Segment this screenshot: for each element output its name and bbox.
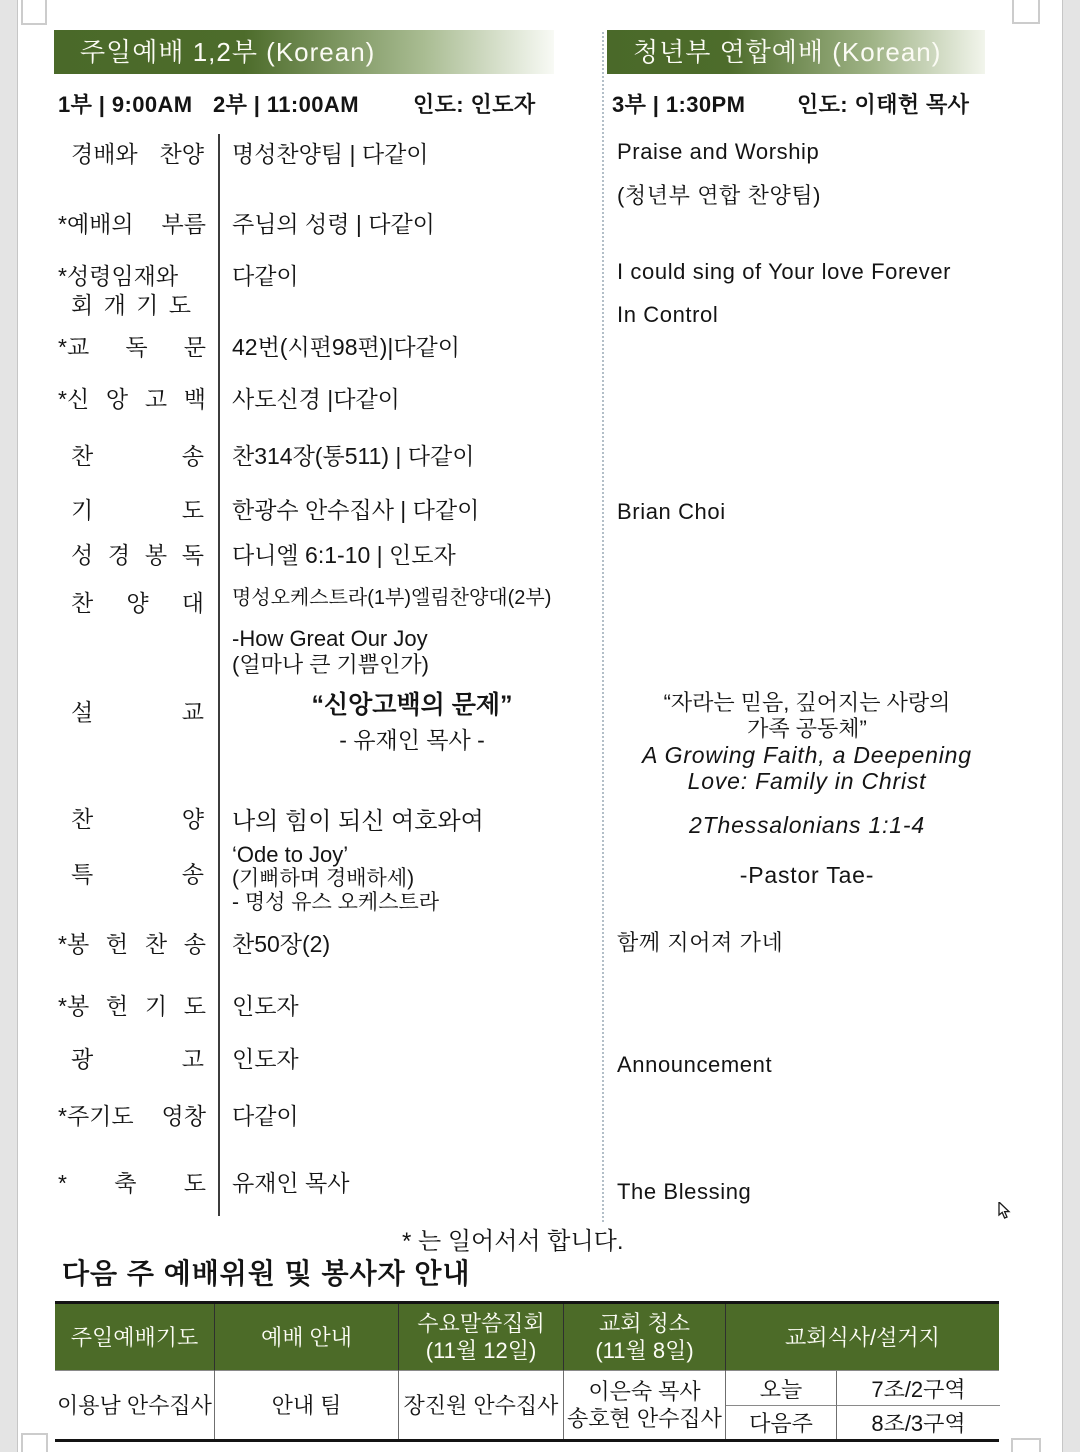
col-header-meal xyxy=(725,1304,999,1371)
col-header-ushering xyxy=(214,1304,398,1371)
header-text: (11월 8일) xyxy=(595,1338,694,1363)
item-label: 기 도 xyxy=(71,497,204,523)
item-value-line3: - 명성 유스 오케스트라 xyxy=(232,891,440,914)
sermon-preacher: -Pastor Tae- xyxy=(739,862,875,888)
item-label: * 축 도 xyxy=(58,1170,206,1196)
sermon-title-en: Love: Family in Christ xyxy=(687,768,927,794)
item-label: 설 교 xyxy=(71,699,204,725)
meal-row-team: 7조/2구역 xyxy=(836,1371,1000,1405)
cell-wednesday xyxy=(398,1371,563,1439)
item-label: 특 송 xyxy=(71,861,204,887)
meal-row-when: 오늘 xyxy=(759,1376,803,1402)
blessing-label: The Blessing xyxy=(617,1179,752,1204)
service1-time: 1부 | 9:00AM xyxy=(58,92,193,117)
item-value: ‘Ode to Joy’ xyxy=(232,842,349,867)
service-leader: 인도: 인도자 xyxy=(413,92,536,117)
sermon-title: “신앙고백의 문제” xyxy=(311,691,513,719)
item-value: 명성오케스트라(1부)엘림찬양대(2부) xyxy=(232,587,552,609)
item-value: 다같이 xyxy=(232,1103,299,1129)
item-value: 한광수 안수집사 | 다같이 xyxy=(232,497,480,523)
page-margin-right xyxy=(1062,0,1080,1452)
item-value: 42번(시편98편)|다같이 xyxy=(232,334,460,360)
item-label: 경배와 찬양 xyxy=(71,141,204,167)
cell-text: 이용남 안수집사 xyxy=(57,1392,212,1418)
col-header-wednesday xyxy=(398,1304,563,1371)
header-text: 교회 청소 xyxy=(598,1311,691,1336)
margin-corner-mark xyxy=(21,0,47,25)
meal-row-team: 8조/3구역 xyxy=(836,1405,1000,1439)
choir-values xyxy=(232,585,551,678)
sermon-block xyxy=(222,690,602,753)
meal-subtable xyxy=(725,1371,999,1439)
item-label: *봉 헌 찬 송 xyxy=(58,931,206,957)
header-text: (11월 12일) xyxy=(425,1338,537,1363)
item-value: 다니엘 6:1-10 | 인도자 xyxy=(232,542,456,568)
item-value: 인도자 xyxy=(232,993,299,1019)
sermon-title-kr: 가족 공동체” xyxy=(747,716,867,741)
item-label: 찬 송 xyxy=(71,443,204,469)
margin-corner-mark xyxy=(1011,1438,1041,1452)
item-value: 유재인 목사 xyxy=(232,1170,350,1196)
item-value: 나의 힘이 되신 여호와여 xyxy=(232,808,484,835)
item-label-line2: 회 개 기 도 xyxy=(71,292,191,318)
sermon-title-kr: “자라는 믿음, 깊어지는 사랑의 xyxy=(663,690,951,715)
cell-prayer xyxy=(55,1371,214,1439)
sermon-scripture: 2Thessalonians 1:1-4 xyxy=(689,812,925,838)
column-divider xyxy=(602,32,604,1222)
item-label: *성령임재와 xyxy=(58,263,179,289)
right-service-header: 청년부 연합예배 (Korean) xyxy=(607,30,985,74)
praise-team: (청년부 연합 찬양팀) xyxy=(617,183,822,208)
item-value: 찬50장(2) xyxy=(232,931,331,957)
offering-song: 함께 지어져 가네 xyxy=(617,930,784,955)
item-label: *봉 헌 기 도 xyxy=(58,993,206,1019)
special-song-values xyxy=(232,843,439,915)
item-value: 명성찬양팀 | 다같이 xyxy=(232,141,429,167)
service3-leader: 인도: 이태헌 목사 xyxy=(797,92,970,117)
cell-text: 안내 팀 xyxy=(271,1392,342,1418)
praise-heading: Praise and Worship xyxy=(617,139,820,164)
volunteers-heading: 다음 주 예배위원 및 봉사자 안내 xyxy=(62,1258,471,1289)
page-margin-left xyxy=(0,0,18,1452)
meal-row-when: 다음주 xyxy=(726,1405,836,1439)
song-title: I could sing of Your love Forever xyxy=(617,259,952,284)
cell-text: 송호현 안수집사 xyxy=(567,1406,722,1431)
sermon-title-en: A Growing Faith, a Deepening xyxy=(642,742,972,768)
item-value: 주님의 성령 | 다같이 xyxy=(232,211,435,237)
col-header-cleaning xyxy=(563,1304,725,1371)
item-value: 찬314장(통511) | 다같이 xyxy=(232,443,475,469)
header-text: 예배 안내 xyxy=(260,1324,353,1350)
standing-footnote: * 는 일어서서 합니다. xyxy=(402,1228,624,1255)
item-value-line2: (기뻐하며 경배하세) xyxy=(232,867,415,890)
cell-text: 이은숙 목사 xyxy=(588,1379,701,1404)
cell-ushering xyxy=(214,1371,398,1439)
header-text: 주일예배기도 xyxy=(70,1324,199,1350)
item-value-line3: (얼마나 큰 기쁨인가) xyxy=(232,652,429,677)
left-service-header: 주일예배 1,2부 (Korean) xyxy=(54,30,554,74)
volunteers-table xyxy=(55,1301,999,1442)
item-label: 찬 양 xyxy=(71,806,204,832)
header-text: 수요말씀집회 xyxy=(417,1311,545,1336)
header-text: 교회식사/설거지 xyxy=(785,1324,940,1350)
label-value-divider xyxy=(218,134,220,1216)
item-value: 다같이 xyxy=(232,263,299,289)
margin-corner-mark xyxy=(1012,0,1040,24)
announcement-label: Announcement xyxy=(617,1052,773,1077)
item-label: 성 경 봉 독 xyxy=(71,542,204,568)
cell-cleaning xyxy=(563,1371,725,1439)
item-label: *신 앙 고 백 xyxy=(58,386,206,412)
song-title: In Control xyxy=(617,302,719,327)
speaker-name: Brian Choi xyxy=(617,499,726,524)
item-label: *주기도 영창 xyxy=(58,1103,206,1129)
item-label: *예배의 부름 xyxy=(58,211,206,237)
item-label: 찬 양 대 xyxy=(71,590,204,616)
item-value: 사도신경 |다같이 xyxy=(232,386,400,412)
item-label: *교 독 문 xyxy=(58,334,206,360)
youth-sermon-block xyxy=(607,690,1007,888)
cell-text: 장진원 안수집사 xyxy=(403,1392,559,1418)
sermon-preacher: - 유재인 목사 - xyxy=(339,727,485,753)
col-header-prayer xyxy=(55,1304,214,1371)
item-value: 인도자 xyxy=(232,1046,299,1072)
margin-corner-mark xyxy=(21,1433,48,1452)
item-label: 광 고 xyxy=(71,1046,204,1072)
service2-time: 2부 | 11:00AM xyxy=(213,92,359,117)
mouse-cursor xyxy=(998,1202,1012,1225)
item-value-line2: -How Great Our Joy xyxy=(232,626,428,651)
service3-time: 3부 | 1:30PM xyxy=(612,92,746,117)
